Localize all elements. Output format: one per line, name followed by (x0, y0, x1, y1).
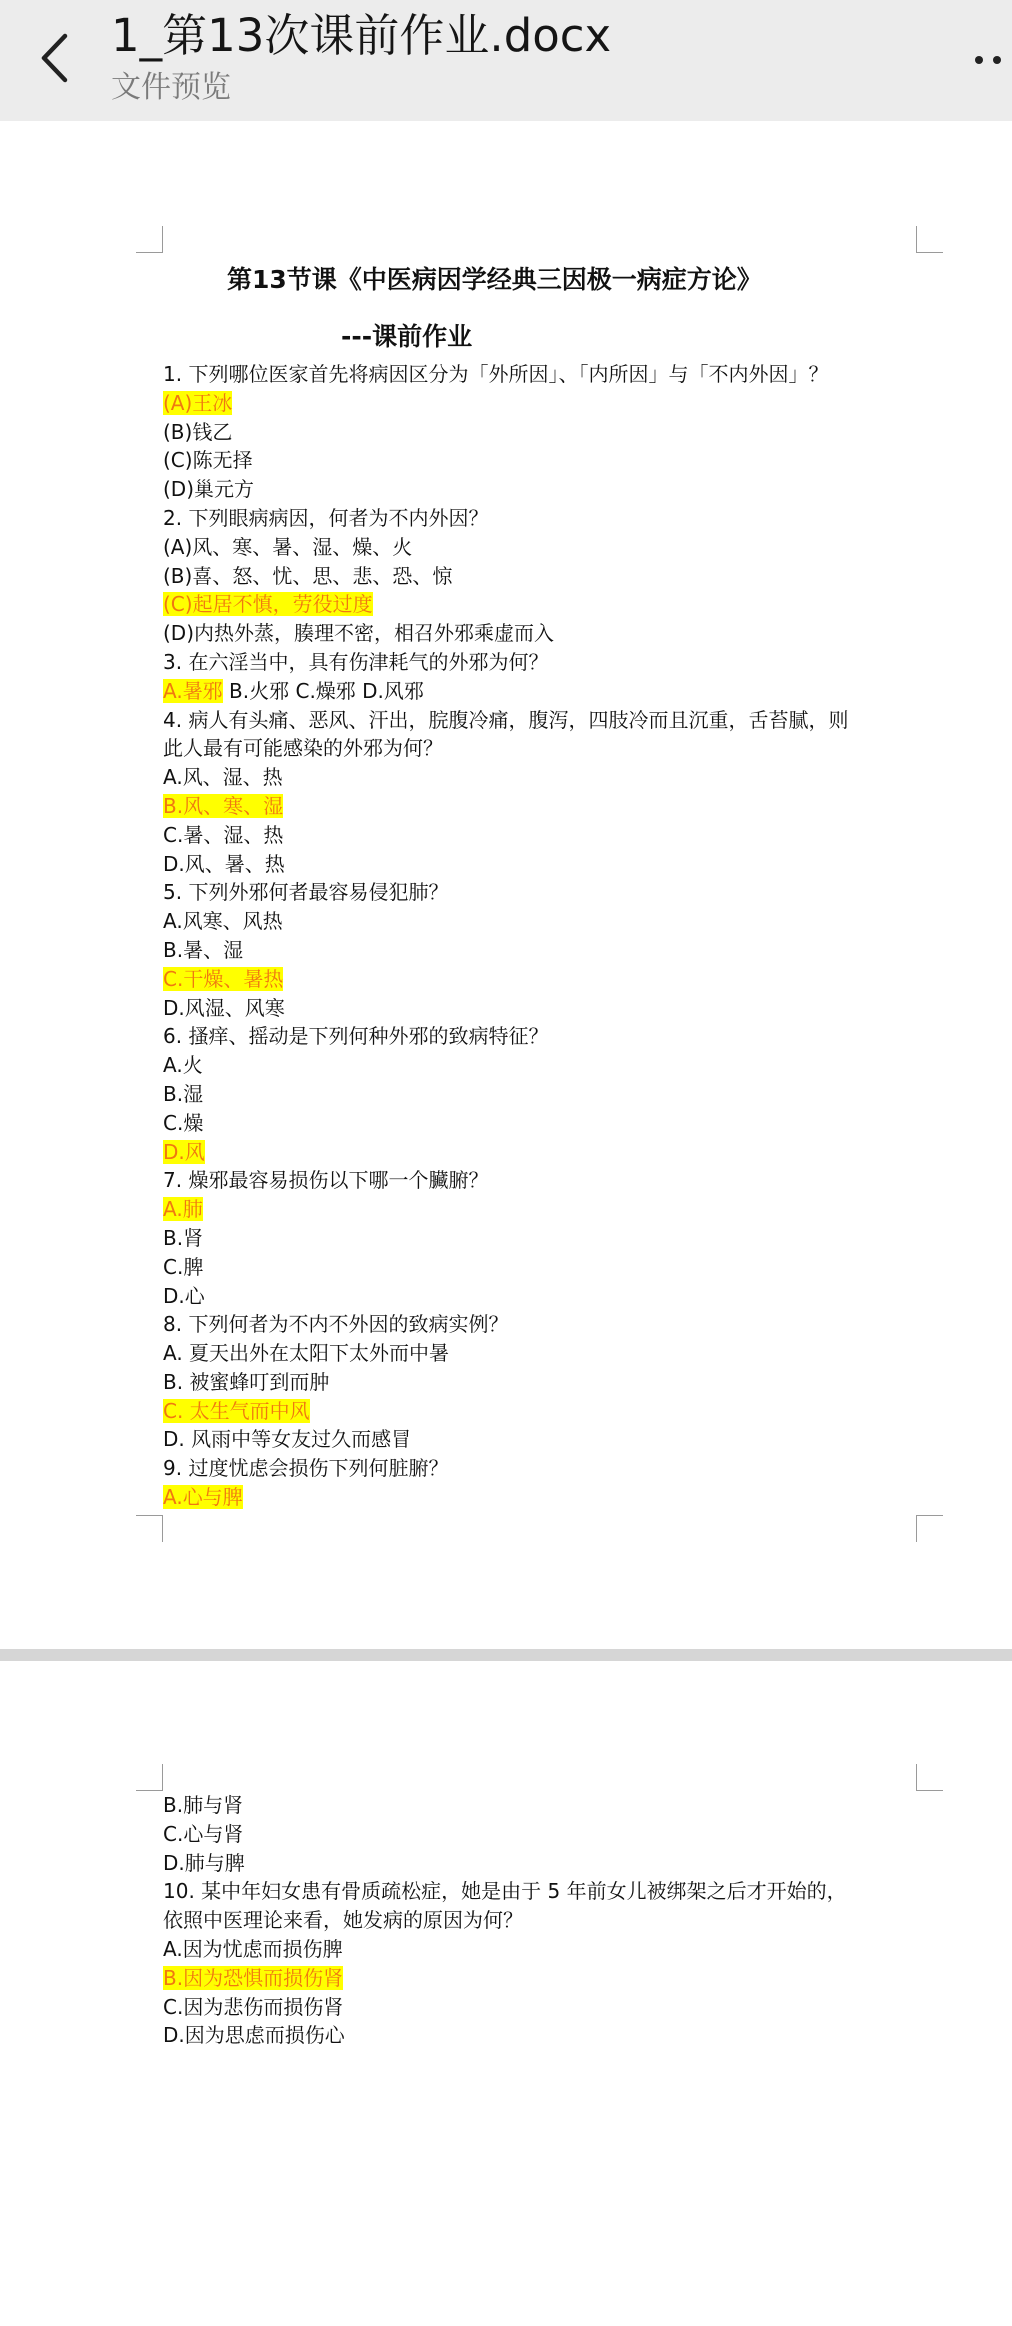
document-line (163, 1022, 923, 1051)
line-text: A.火 (163, 1053, 203, 1078)
document-body (163, 1791, 923, 2050)
top-bar (0, 0, 1012, 121)
document-line (163, 389, 923, 418)
line-text: D.肺与脾 (163, 1850, 245, 1875)
page-corner-mark (136, 1515, 163, 1542)
document-line (163, 1368, 923, 1397)
line-text: C.脾 (163, 1254, 204, 1279)
line-text: C.心与肾 (163, 1821, 244, 1846)
document-line (163, 1195, 923, 1224)
line-text: 3. 在六淫当中，具有伤津耗气的外邪为何？ (163, 649, 549, 674)
line-text: A.因为忧虑而损伤脾 (163, 1936, 343, 1961)
page-corner-mark (136, 226, 163, 253)
line-text: A.风、湿、热 (163, 765, 283, 790)
document-subtitle: ---课前作业 (341, 322, 473, 351)
document-line (163, 562, 923, 591)
highlighted-answer: A.心与脾 (163, 1485, 243, 1510)
line-text: 6. 搔痒、摇动是下列何种外邪的致病特征？ (163, 1024, 549, 1049)
line-text: 此人最有可能感染的外邪为何？ (163, 736, 443, 761)
line-text: 7. 燥邪最容易损伤以下哪一个臟腑？ (163, 1168, 489, 1193)
document-line (163, 763, 923, 792)
highlighted-answer: (C)起居不慎，劳役过度 (163, 592, 373, 617)
line-text: D.风湿、风寒 (163, 995, 285, 1020)
document-line (163, 1397, 923, 1426)
document-line (163, 677, 923, 706)
document-line (163, 734, 923, 763)
highlighted-answer: B.因为恐惧而损伤肾 (163, 1965, 344, 1990)
document-line (163, 504, 923, 533)
line-text: B.火邪 C.燥邪 D.风邪 (222, 678, 424, 703)
line-text: B.肾 (163, 1225, 204, 1250)
document-line (163, 1425, 923, 1454)
document-line (163, 1791, 923, 1820)
document-line (163, 1080, 923, 1109)
line-text: (C)陈无择 (163, 448, 253, 473)
document-line (163, 1849, 923, 1878)
file-subtitle: 文件预览 (111, 70, 231, 105)
document-line (163, 1051, 923, 1080)
document-line (163, 1224, 923, 1253)
more-dots-icon (993, 56, 1001, 64)
document-line (163, 1310, 923, 1339)
line-text: (B)钱乙 (163, 419, 233, 444)
document-line (163, 1253, 923, 1282)
line-text: 依照中医理论来看，她发病的原因为何？ (163, 1908, 523, 1933)
document-line (163, 1877, 923, 1906)
line-text: C.燥 (163, 1110, 204, 1135)
highlighted-answer: (A)王冰 (163, 390, 233, 415)
page-separator (0, 1649, 1012, 1661)
line-text: B.暑、湿 (163, 937, 244, 962)
line-text: (D)巢元方 (163, 477, 255, 502)
document-line (163, 1483, 923, 1512)
line-text: C.暑、湿、热 (163, 822, 284, 847)
document-line (163, 907, 923, 936)
highlighted-answer: A.暑邪 (163, 678, 223, 703)
line-text: (D)内热外蒸，腠理不密，相召外邪乘虚而入 (163, 621, 555, 646)
document-line (163, 850, 923, 879)
document-line (163, 1906, 923, 1935)
document-line (163, 446, 923, 475)
document-line (163, 1138, 923, 1167)
document-line (163, 792, 923, 821)
line-text: D.因为思虑而损伤心 (163, 2023, 345, 2048)
document-line (163, 878, 923, 907)
document-line (163, 1166, 923, 1195)
document-line (163, 590, 923, 619)
line-text: D.心 (163, 1283, 205, 1308)
document-line (163, 360, 923, 389)
document-line (163, 1935, 923, 1964)
line-text: 8. 下列何者为不内不外因的致病实例？ (163, 1312, 509, 1337)
document-line (163, 619, 923, 648)
line-text: B.肺与肾 (163, 1793, 244, 1817)
document-line (163, 1282, 923, 1311)
document-line (163, 821, 923, 850)
document-line (163, 1964, 923, 1993)
document-body (163, 360, 923, 1512)
line-text: 5. 下列外邪何者最容易侵犯肺？ (163, 880, 449, 905)
chevron-left-icon (39, 32, 69, 84)
document-title: 第13节课《中医病因学经典三因极一病症方论》 (227, 265, 762, 294)
document-line (163, 1339, 923, 1368)
page-corner-mark (916, 1515, 943, 1542)
line-text: D. 风雨中等女友过久而感冒 (163, 1427, 412, 1452)
line-text: (A)风、寒、暑、湿、燥、火 (163, 534, 413, 559)
document-line (163, 475, 923, 504)
file-title: 1_第13次课前作业.docx (111, 9, 612, 62)
document-line (163, 418, 923, 447)
line-text: 1. 下列哪位医家首先将病因区分为「外所因」、「内所因」与「不内外因」？ (163, 362, 829, 386)
more-button[interactable] (975, 40, 1012, 80)
document-line (163, 706, 923, 735)
highlighted-answer: D.风 (163, 1139, 205, 1164)
document-line (163, 1993, 923, 2022)
document-line (163, 936, 923, 965)
page-corner-mark (136, 1764, 163, 1791)
line-text: 4. 病人有头痛、恶风、汗出，脘腹冷痛，腹泻，四肢冷而且沉重，舌苔腻，则 (163, 707, 849, 732)
line-text: 9. 过度忧虑会损伤下列何脏腑？ (163, 1456, 449, 1481)
highlighted-answer: C. 太生气而中风 (163, 1398, 310, 1423)
document-page-2 (0, 1661, 1012, 2326)
highlighted-answer: A.肺 (163, 1197, 203, 1222)
document-line (163, 1820, 923, 1849)
document-line (163, 994, 923, 1023)
more-dots-icon (975, 56, 983, 64)
document-line (163, 2021, 923, 2050)
page-corner-mark (916, 1764, 943, 1791)
highlighted-answer: B.风、寒、湿 (163, 793, 284, 818)
line-text: A.风寒、风热 (163, 909, 283, 934)
document-line (163, 648, 923, 677)
document-line (163, 965, 923, 994)
line-text: C.因为悲伤而损伤肾 (163, 1994, 344, 2019)
document-line (163, 1454, 923, 1483)
page-corner-mark (916, 226, 943, 253)
line-text: A. 夏天出外在太阳下太外而中暑 (163, 1341, 450, 1366)
line-text: D.风、暑、热 (163, 851, 285, 876)
document-line (163, 1109, 923, 1138)
highlighted-answer: C.干燥、暑热 (163, 966, 284, 991)
line-text: B. 被蜜蜂叮到而肿 (163, 1369, 330, 1394)
line-text: 2. 下列眼病病因，何者为不内外因？ (163, 505, 489, 530)
back-button[interactable] (30, 22, 78, 94)
document-page-1 (0, 121, 1012, 1649)
line-text: (B)喜、怒、忧、思、悲、恐、惊 (163, 563, 453, 588)
line-text: 10. 某中年妇女患有骨质疏松症，她是由于 5 年前女儿被绑架之后才开始的， (163, 1879, 847, 1904)
document-line (163, 533, 923, 562)
line-text: B.湿 (163, 1081, 204, 1106)
